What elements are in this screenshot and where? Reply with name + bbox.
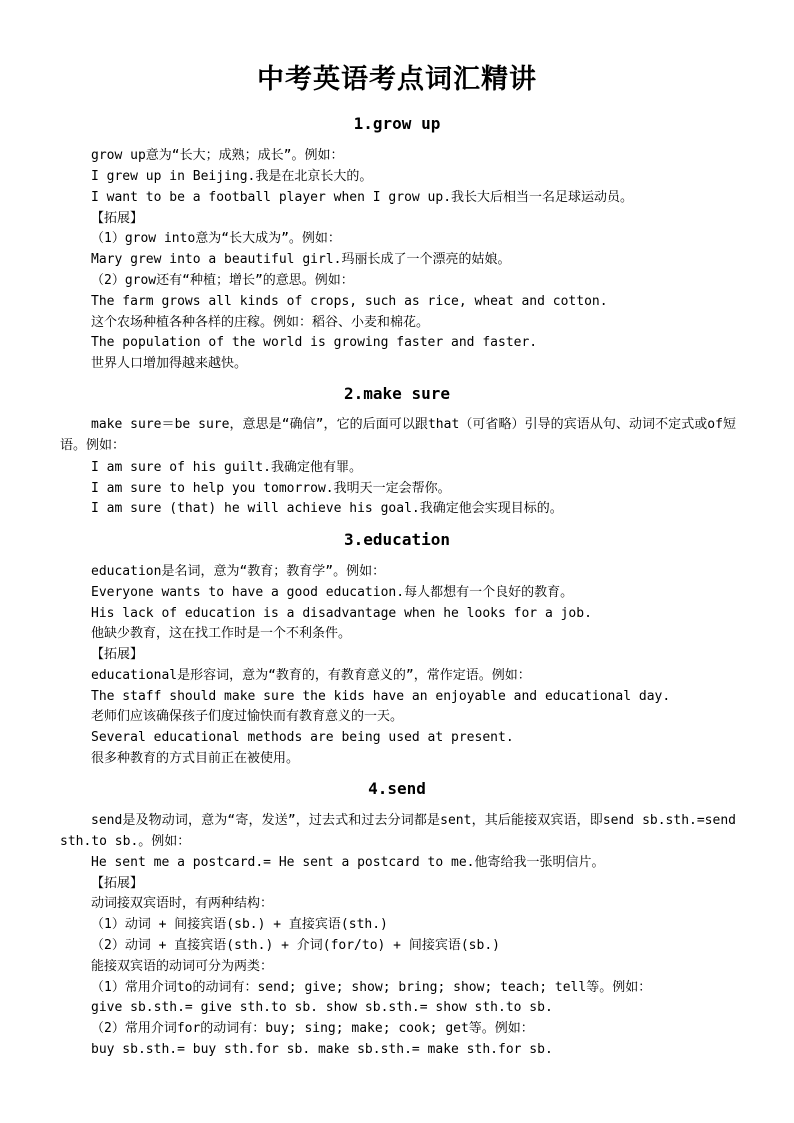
text-line: He sent me a postcard.= He sent a postcard to me.他寄给我一张明信片。	[91, 855, 605, 870]
text-line: The population of the world is growing faster and faster.	[91, 335, 538, 350]
text-line: His lack of education is a disadvantage when he looks for a job.	[91, 606, 592, 621]
section-heading: 4.send	[368, 779, 426, 798]
text-line: 【拓展】	[91, 876, 144, 891]
text-line: （2）grow还有“种植；增长”的意思。例如：	[91, 273, 354, 288]
text-line: 世界人口增加得越来越快。	[91, 356, 248, 371]
text-line: educational是形容词，意为“教育的，有教育意义的”，常作定语。例如：	[91, 668, 531, 683]
text-line: 【拓展】	[91, 647, 144, 662]
text-line: The staff should make sure the kids have an enjoyable and educational day.	[91, 689, 671, 704]
text-line: 老师们应该确保孩子们度过愉快而有教育意义的一天。	[91, 709, 404, 724]
text-line: （1）动词 + 间接宾语(sb.) + 直接宾语(sth.)	[91, 917, 388, 932]
section-heading: 1.grow up	[353, 114, 441, 133]
text-line: Several educational methods are being used at present.	[91, 730, 514, 745]
text-line: 他缺少教育，这在找工作时是一个不利条件。	[91, 626, 352, 641]
text-line: 动词接双宾语时，有两种结构：	[91, 896, 274, 911]
text-line: Mary grew into a beautiful girl.玛丽长成了一个漂亮的姑娘。	[91, 252, 511, 267]
text-line: （2）常用介词for的动词有：buy; sing; make; cook; get等。例如：	[91, 1021, 534, 1036]
text-line: 【拓展】	[91, 211, 144, 226]
text-line: （1）常用介词to的动词有：send; give; show; bring; show; teach; tell等。例如：	[91, 980, 652, 995]
text-line: give sb.sth.= give sth.to sb. show sb.sth.= show sth.to sb.	[91, 1000, 553, 1015]
text-line: I want to be a football player when I grow up.我长大后相当一名足球运动员。	[91, 190, 634, 205]
section-heading: 3.education	[344, 530, 450, 549]
text-line: Everyone wants to have a good education.每人都想有一个良好的教育。	[91, 585, 574, 600]
text-line: The farm grows all kinds of crops, such as rice, wheat and cotton.	[91, 294, 608, 309]
text-line: 这个农场种植各种各样的庄稼。例如：稻谷、小麦和棉花。	[91, 315, 430, 330]
section-heading: 2.make sure	[344, 384, 450, 403]
text-line: I am sure to help you tomorrow.我明天一定会帮你。	[91, 481, 451, 496]
text-line: I grew up in Beijing.我是在北京长大的。	[91, 169, 373, 184]
text-line: I am sure (that) he will achieve his goal.我确定他会实现目标的。	[91, 501, 563, 516]
text-line: grow up意为“长大；成熟；成长”。例如：	[91, 148, 344, 163]
paragraph: send是及物动词，意为“寄，发送”，过去式和过去分词都是sent，其后能接双宾语，即send sb.sth.=send sth.to sb.。例如：	[60, 813, 736, 849]
text-line: buy sb.sth.= buy sth.for sb. make sb.sth.= make sth.for sb.	[91, 1042, 553, 1057]
text-line: 很多种教育的方式目前正在被使用。	[91, 751, 300, 766]
text-line: education是名词，意为“教育；教育学”。例如：	[91, 564, 386, 579]
page-title: 中考英语考点词汇精讲	[257, 64, 537, 95]
text-line: （1）grow into意为“长大成为”。例如：	[91, 231, 341, 246]
text-line: （2）动词 + 直接宾语(sth.) + 介词(for/to) + 间接宾语(sb.)	[91, 938, 500, 953]
paragraph: make sure＝be sure，意思是“确信”，它的后面可以跟that（可省略）引导的宾语从句、动词不定式或of短语。例如：	[60, 417, 736, 453]
text-line: 能接双宾语的动词可分为两类：	[91, 959, 274, 974]
text-line: I am sure of his guilt.我确定他有罪。	[91, 460, 363, 475]
